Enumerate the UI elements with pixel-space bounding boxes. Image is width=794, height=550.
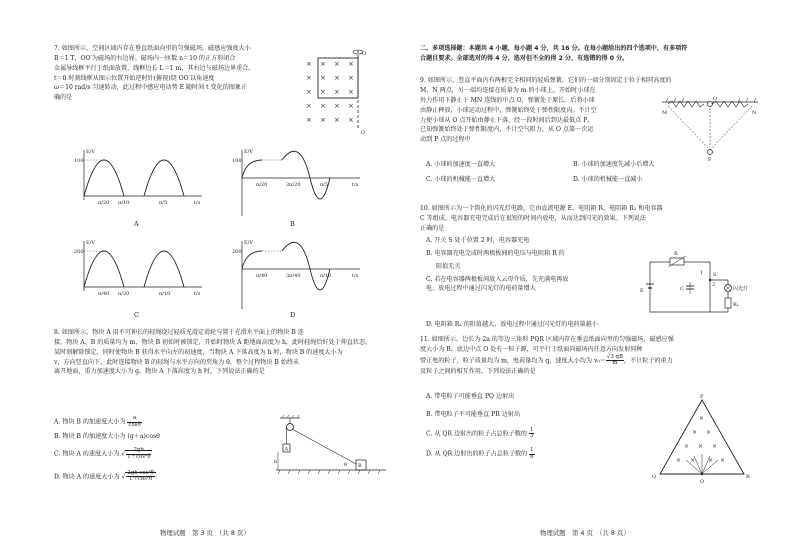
svg-text:π/20: π/20 <box>256 182 268 188</box>
svg-text:×: × <box>320 116 326 124</box>
q9-label-p: P <box>708 157 712 163</box>
q7-line-3: 金属导线框平行于纸面放置，线框边长 L＝1 m，其右边与磁场边界重合。 <box>54 64 255 72</box>
q10-label-r: R <box>674 251 678 257</box>
question-9 <box>420 86 652 145</box>
svg-text:π/20: π/20 <box>98 200 110 206</box>
q10-option-c-cont: 电，放电过程中通过闪光灯的电荷量增大 <box>426 285 536 293</box>
q10-label-c: C <box>680 286 684 292</box>
svg-text:200: 200 <box>232 249 242 255</box>
graph-d-label: D <box>290 311 296 319</box>
q10-line-1: 10. 如图所示为一个简化的闪光灯电路，它由直流电源 E、电阻箱 R、电阻箱 R₁ 和电容器 <box>420 205 663 212</box>
q9-options <box>420 160 720 185</box>
q8-option-b: B. 物块 B 的加速度大小为 (g＋a)cosθ <box>54 433 160 441</box>
svg-text:×: × <box>334 74 340 82</box>
svg-text:×: × <box>320 60 326 68</box>
svg-text:×: × <box>708 457 714 464</box>
q10-label-1: 1 <box>700 270 704 276</box>
q11-line-4: 及粒子之间的相互作用，下列说法正确的是 <box>420 368 536 376</box>
q7-line-5: ω＝10 rad/s 匀速转动，此过程中感应电动势 E 随时间 t 变化的图象正 <box>54 84 248 92</box>
svg-text:×: × <box>676 457 682 464</box>
svg-text:×: × <box>320 74 326 82</box>
q9-line-2: M、N 两点，另一端均连接在质量为 m 的小球上，开始时小球在 <box>420 87 596 94</box>
svg-text:100: 100 <box>232 158 242 164</box>
q7-label-o: O <box>362 51 367 57</box>
q7-label-o-prime: O′ <box>361 130 367 136</box>
q9-line-7: 动到 P 点的过程中 <box>420 136 471 144</box>
svg-text:×: × <box>692 429 698 436</box>
question-9-line-1: 9. 如图所示，竖直平面内有两根完全相同的轻质弹簧，它们的一端分别固定于位于相同高度的 <box>420 77 672 84</box>
graph-c-label: C <box>134 311 139 319</box>
q10-line-3: 正确的是 <box>420 224 445 232</box>
svg-text:100: 100 <box>74 158 84 164</box>
q9-line-3: 外力作用下静止于 MN 连线的中点 O，弹簧处于原长。后将小球 <box>420 96 595 104</box>
svg-text:200: 200 <box>74 249 84 255</box>
q10-line-2: C 等组成。电容器充电完成后在很短的时间内放电，从而达到闪光的效果。下列说法 <box>420 214 646 222</box>
q9-line-4: 由静止释放，小球运动过程中，弹簧始终处于弹性限度内。不计空 <box>420 106 597 114</box>
svg-text:×: × <box>306 88 312 96</box>
q11-option-c: C. 从 QR 边射出的粒子占总粒子数的 $\frac{1}{3}$ <box>426 426 534 440</box>
svg-text:×: × <box>690 457 696 464</box>
svg-text:×: × <box>712 443 718 450</box>
q8-line-3: 某时刻解除锁定，同时使物块 B 获得水平向左的初速度，当物块 A 下落高度为 h 时，物块 B 的速度大小为 <box>54 348 343 356</box>
svg-text:t/s: t/s <box>352 182 359 188</box>
q9-option-c: C. 小球的机械能一直增大 <box>426 175 496 183</box>
svg-text:×: × <box>684 443 690 450</box>
svg-text:π/40: π/40 <box>256 273 268 279</box>
svg-text:×: × <box>334 60 340 68</box>
section-text-2: 合题目要求。全部选对的得 4 分，选对但不全的得 2 分，有选错的得 0 分。 <box>420 54 629 62</box>
q9-label-m: M <box>662 110 668 116</box>
svg-text:×: × <box>334 116 340 124</box>
question-10 <box>420 204 760 234</box>
section-text: 本题共 4 小题，每小题 4 分，共 16 分。在每小题给出的四个选项中，有多项符 <box>468 45 688 52</box>
svg-text:×: × <box>306 116 312 124</box>
q10-option-a: A. 开关 S 处于位置 2 时，电容器充电 <box>426 237 530 244</box>
q8-label-a: A <box>284 446 289 453</box>
q8-line-1: 8. 如图所示，物块 A 用不可伸长的轻绳绕过轻质光滑定滑轮与置于光滑水平面上的物块 B 连 <box>54 329 304 336</box>
q8-label-h: h <box>274 459 278 465</box>
svg-text:E/V: E/V <box>86 240 95 246</box>
graph-d <box>234 239 364 311</box>
svg-text:π/10: π/10 <box>159 291 171 297</box>
q11-options <box>426 392 636 460</box>
q8-line-4: v，方向竖直向下，此时连接物块 B 的轻绳与水平方向的夹角为 θ，整个过程物块 B 始终未 <box>54 358 300 366</box>
svg-text:×: × <box>348 88 354 96</box>
q10-label-lamp: 闪光灯 <box>733 286 749 292</box>
svg-text:×: × <box>320 88 326 96</box>
q10-circuit-figure <box>640 251 750 318</box>
q8-line-5: 离开地面，重力加速度大小为 g。物块 A 下落高度为 h 时，下列说法正确的是 <box>54 368 265 376</box>
footer-right: 物理试题 第 4 页 （共 8 页） <box>540 529 630 537</box>
q11-option-a: A. 带电粒子可能垂直 PQ 边射出 <box>426 393 515 400</box>
svg-text:π/10: π/10 <box>320 273 332 279</box>
svg-text:×: × <box>348 74 354 82</box>
q8-line-2: 接，物块 A、B 的质量均为 m，物块 B 初始时被锁定，开始时物块 A 距地面高度为 h，此时轻绳恰好处于伸直状态。 <box>54 338 372 346</box>
q10-option-b: B. 电容器充电完成时两极板间的电压与电阻箱 R 的 <box>426 249 565 257</box>
svg-text:×: × <box>348 116 354 124</box>
section-title: 二、多项选择题： <box>420 45 469 52</box>
q7-line-1: 7. 如图所示，空间区域内存在垂直纸面向里的匀强磁场，磁感应强度大小 <box>54 45 251 52</box>
q8-label-theta: θ <box>344 462 348 468</box>
q11-label-q: Q <box>652 474 657 480</box>
q11-label-o: O <box>700 479 705 485</box>
q10-option-c: C. 若在电容器两极板间放入云母介质，先充满电再放 <box>426 275 569 283</box>
svg-text:E/V: E/V <box>244 240 253 246</box>
svg-text:×: × <box>320 102 326 110</box>
svg-text:π/5: π/5 <box>159 200 168 206</box>
svg-text:π/5: π/5 <box>320 182 329 188</box>
q10-label-s: S <box>713 272 717 278</box>
graph-c <box>76 239 206 303</box>
svg-text:E/V: E/V <box>244 149 253 155</box>
q10-label-2: 2 <box>712 282 716 288</box>
q9-option-d: D. 小球的机械能一直减小 <box>573 175 643 183</box>
q11-option-d: D. 从 QR 边射出的粒子占总粒子数的 $\frac{1}{6}$ <box>426 447 534 460</box>
q9-line-6: 已知弹簧始终处于弹性限度内，不计空气阻力，从 O 点第一次运 <box>420 126 594 134</box>
svg-text:π/40: π/40 <box>98 291 110 297</box>
svg-text:×: × <box>706 429 712 436</box>
q11-line-1: 11. 如图所示，边长为 2a 的等边三角形 PQR 区域内存在垂直纸面向里的匀强磁场，磁感应强 <box>420 336 674 343</box>
q8-option-a: A. 物块 B 的加速度大小为 $\frac{a}{\cos\theta}$ <box>54 415 141 428</box>
svg-text:t/s: t/s <box>194 291 201 297</box>
section-header <box>420 44 760 64</box>
question-7 <box>54 44 289 103</box>
svg-text:t/s: t/s <box>352 273 359 279</box>
q9-label-o: O <box>713 96 718 102</box>
question-11 <box>420 335 760 377</box>
q11-triangle-figure <box>652 394 752 486</box>
graph-b-label: B <box>290 220 295 228</box>
graph-a <box>76 148 206 212</box>
q9-label-n: N <box>752 110 757 116</box>
svg-text:×: × <box>334 88 340 96</box>
q7-line-4: t＝0 时刻线框从图示位置开始逆时针(俯视)绕 OO′以角速度 <box>54 74 215 82</box>
q10-option-b-cont: 阻值无关 <box>436 262 461 270</box>
svg-text:×: × <box>698 443 704 450</box>
svg-text:π/10: π/10 <box>118 200 130 206</box>
svg-text:E/V: E/V <box>86 149 95 155</box>
svg-text:3π/40: 3π/40 <box>286 273 301 279</box>
q9-option-b: B. 小球的加速度先减小后增大 <box>573 161 655 168</box>
q8-option-c: C. 物块 A 的速度大小为 √ $\frac{2gh}{\text{1＋cos²θ}}$ <box>54 447 151 460</box>
q9-line-5: 力使小球从 O 点开始由静止下落，经一段时间后到达最低点 P。 <box>420 116 594 124</box>
svg-text:×: × <box>306 74 312 82</box>
svg-text:×: × <box>348 102 354 110</box>
q7-field-figure <box>304 46 384 136</box>
q11-line-3: 带正电的粒子，粒子质量均为 m，电荷量均为 q，速度大小均为 v₀＝ $\frac{√3 qB}{m}$ ，不计粒子的重力 <box>420 353 673 367</box>
q10-label-e: E <box>640 288 644 294</box>
svg-text:×: × <box>699 415 705 422</box>
graph-a-label: A <box>134 220 139 228</box>
svg-text:π/20: π/20 <box>118 291 130 297</box>
svg-text:t/s: t/s <box>194 200 201 206</box>
q11-option-b: B. 带电粒子不可能垂直 PR 边射出 <box>426 410 521 418</box>
q11-label-r: R <box>746 474 750 480</box>
graph-b <box>234 148 364 218</box>
q11-label-p: P <box>700 394 704 400</box>
q10-option-d: D. 电阻箱 R₁ 的阻值越大，放电过程中通过闪光灯的电荷量越小 <box>426 321 598 328</box>
q11-line-2: 度大小为 B。底边中点 O 处有一粒子源，可平行于纸面向磁场内任意方向发射同种 <box>420 345 643 353</box>
svg-text:3π/20: 3π/20 <box>286 182 301 188</box>
footer-left: 物理试题 第 3 页 （共 8 页） <box>160 529 250 537</box>
question-8 <box>54 328 392 377</box>
q8-pulley-figure <box>274 414 389 476</box>
svg-text:×: × <box>306 60 312 68</box>
svg-text:×: × <box>348 60 354 68</box>
q10-options <box>426 236 641 294</box>
q8-label-b: B <box>358 463 362 469</box>
q10-label-r1: R₁ <box>733 302 739 308</box>
q8-option-d: D. 物块 A 的速度大小为 √ $\frac{\text{2gh cos²θ}}{\text{1＋cos²θ}}$ <box>54 469 154 483</box>
q8-options <box>54 416 274 483</box>
q9-option-a: A. 小球的加速度一直增大 <box>426 161 496 168</box>
q9-spring-figure <box>660 92 760 162</box>
q7-line-6: 确的是 <box>54 94 73 102</box>
svg-text:×: × <box>720 457 726 464</box>
svg-text:×: × <box>306 102 312 110</box>
q7-line-2: B＝1 T，OO′为磁场的右边界。磁场内一匝数 n＝10 的正方形闭合 <box>54 54 236 62</box>
svg-text:×: × <box>334 102 340 110</box>
